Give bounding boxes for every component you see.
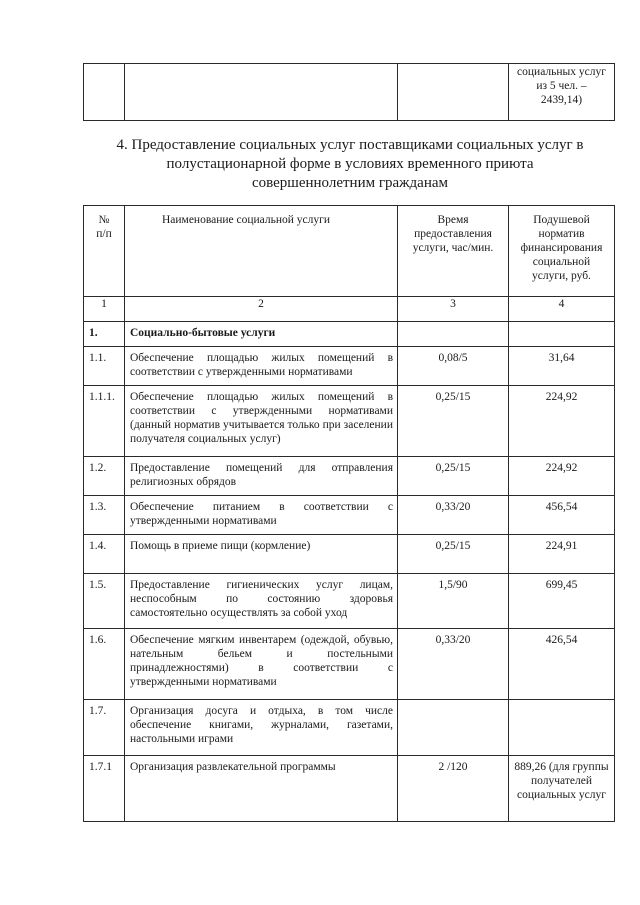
row-time: 0,08/5 — [398, 347, 509, 386]
table-row — [84, 700, 615, 756]
section-heading-line: полустационарной форме в условиях временного приюта — [166, 156, 534, 172]
row-cost: 699,45 — [509, 574, 615, 629]
table-header-row — [84, 206, 615, 297]
table-index-row — [84, 297, 615, 322]
row-num: 1.5. — [84, 574, 125, 629]
row-num: 1.6. — [84, 629, 125, 700]
row-cost: 31,64 — [509, 347, 615, 386]
row-name: Обеспечение питанием в соответствии с утвержденными нормативами — [125, 496, 398, 535]
row-num: 1.2. — [84, 457, 125, 496]
table-row — [84, 347, 615, 386]
services-table — [83, 205, 615, 822]
table-cell — [84, 64, 125, 121]
row-cost — [509, 322, 615, 347]
row-num: 1.7.1 — [84, 756, 125, 822]
header-num: № п/п — [84, 206, 125, 297]
index-cell: 3 — [398, 297, 509, 322]
table-row — [84, 574, 615, 629]
previous-table-fragment — [83, 63, 615, 121]
table-cell — [125, 64, 398, 121]
row-name: Предоставление гигиенических услуг лицам, неспособным по состоянию здоровья самостоятельно осуществлять за собой уход — [125, 574, 398, 629]
section-number: 4. — [116, 137, 128, 153]
row-name: Предоставление помещений для отправления религиозных обрядов — [125, 457, 398, 496]
row-num: 1.1. — [84, 347, 125, 386]
cost-line: из 5 чел. – — [536, 80, 587, 92]
header-cost: Подушевой норматив финансирования социальной услуги, руб. — [509, 206, 615, 297]
table-row — [84, 629, 615, 700]
row-num: 1.7. — [84, 700, 125, 756]
table-row — [84, 457, 615, 496]
row-num: 1. — [84, 322, 125, 347]
row-cost: 224,92 — [509, 386, 615, 457]
table-cell — [509, 64, 615, 121]
section-heading-line: совершеннолетним гражданам — [251, 175, 448, 191]
table-row — [84, 756, 615, 822]
row-time: 1,5/90 — [398, 574, 509, 629]
row-cost: 889,26 (для группы получателей социальных услуг — [509, 756, 615, 822]
table-row — [84, 496, 615, 535]
section-title-text: Предоставление социальных услуг поставщиками социальных услуг в — [131, 137, 584, 153]
row-time: 2 /120 — [398, 756, 509, 822]
row-time: 0,25/15 — [398, 535, 509, 574]
index-cell: 2 — [125, 297, 398, 322]
row-cost: 426,54 — [509, 629, 615, 700]
row-name: Обеспечение мягким инвентарем (одеждой, обувью, нательным бельем и постельными принадлежностями) в соответствии с утвержденными нормативами — [125, 629, 398, 700]
index-cell: 1 — [84, 297, 125, 322]
header-time: Время предоставления услуги, час/мин. — [398, 206, 509, 297]
row-time: 0,25/15 — [398, 386, 509, 457]
row-time — [398, 322, 509, 347]
header-name: Наименование социальной услуги — [125, 206, 398, 297]
index-cell: 4 — [509, 297, 615, 322]
table-row — [84, 386, 615, 457]
row-cost: 224,91 — [509, 535, 615, 574]
table-cell — [398, 64, 509, 121]
row-time — [398, 700, 509, 756]
table-row — [84, 535, 615, 574]
row-name: Помощь в приеме пищи (кормление) — [125, 535, 398, 574]
cost-line: социальных услуг — [517, 66, 606, 78]
row-name: Обеспечение площадью жилых помещений в соответствии с утвержденными нормативами — [125, 347, 398, 386]
row-num: 1.4. — [84, 535, 125, 574]
row-time: 0,25/15 — [398, 457, 509, 496]
row-name: Организация досуга и отдыха, в том числе обеспечение книгами, журналами, газетами, настольными играми — [125, 700, 398, 756]
row-name: Обеспечение площадью жилых помещений в соответствии с утвержденными нормативами (данный норматив учитывается только при заселении получателя социальных услуг) — [125, 386, 398, 457]
table-row — [84, 64, 615, 121]
table-row — [84, 322, 615, 347]
row-cost: 456,54 — [509, 496, 615, 535]
row-cost: 224,92 — [509, 457, 615, 496]
cost-line: 2439,14) — [540, 94, 583, 106]
section-heading — [90, 136, 610, 193]
row-time: 0,33/20 — [398, 496, 509, 535]
section-heading-line — [90, 136, 610, 155]
row-num: 1.3. — [84, 496, 125, 535]
row-name: Социально-бытовые услуги — [125, 322, 398, 347]
row-cost — [509, 700, 615, 756]
row-time: 0,33/20 — [398, 629, 509, 700]
row-name: Организация развлекательной программы — [125, 756, 398, 822]
row-num: 1.1.1. — [84, 386, 125, 457]
